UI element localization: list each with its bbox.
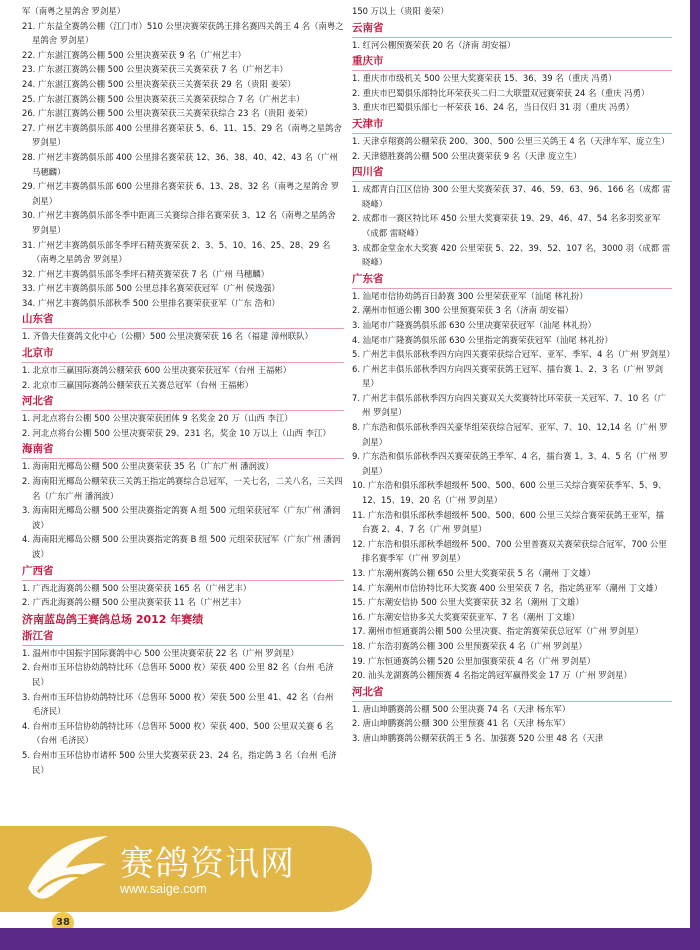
list-item: 20. 汕头龙湖赛鸽公棚预赛 4 名指定鸽冠军赢得奖金 17 万（广州 罗剑星） [352, 670, 632, 681]
list-item: 29. 广州艺丰赛鸽俱乐部 600 公里排名赛荣获 6、13、28、32 名（南粤之星鸽舍 罗剑星） [22, 181, 340, 206]
list-item: 3. 台州市玉环信协幼鸽特比环（总售环 5000 枚）荣获 500 公里 41、42 名（台州 毛济民） [22, 691, 334, 717]
list-item: 33. 广州艺丰赛鸽俱乐部 500 公里总排名赛荣获冠军（广州 侯逸强） [22, 283, 280, 294]
list-item: 2. 河北点将台公棚 500 公里决赛荣获 29、231 名，奖金 10 万以上（山西 李江） [22, 427, 331, 438]
list-item: 2. 潮州市恒通公棚 300 公里预赛荣获 3 名（济南 胡安福） [352, 305, 574, 316]
region-heading-chongqing: 重庆市 [352, 55, 384, 68]
list-item: 32. 广州艺丰赛鸽俱乐部冬季坪石精英赛荣获 7 名（广州 马穗麟） [22, 268, 270, 279]
list-item: 1. 河北点将台公棚 500 公里决赛荣获团体 9 名奖金 20 万（山西 李江） [22, 413, 293, 424]
list-item: 30. 广州艺丰赛鸽俱乐部冬季中距离三关赛综合排名赛荣获 3、12 名（南粤之星鸽舍 罗剑星） [22, 210, 336, 235]
list-item: 13. 广东潮州赛鸽公棚 650 公里大奖赛荣获 5 名（潮州 丁文雄） [352, 568, 596, 578]
logo-url: www.saige.com [120, 882, 207, 896]
list-item: 2. 成都市一赛区特比环 450 公里大奖赛荣获 19、29、46、47、54 名多羽奖亚军（成都 雷晓峰） [352, 213, 661, 238]
list-item: 23. 广东湛江赛鸽公棚 500 公里决赛荣获三关赛荣获 7 名（广州艺丰） [22, 64, 288, 75]
list-item: 2. 海南阳光椰岛公棚荣获三关鸽王指定鸽赛综合总冠军，一关七名，二关八名，三关四名（广东广州 潘润波） [22, 476, 343, 501]
list-item: 1. 齐鲁夫佳赛鸽文化中心（公棚）500 公里决赛荣获 16 名（福建 漳州联队） [22, 331, 313, 342]
list-item: 11. 广东浩和俱乐部秋季超级杯 500、500、600 公里三关综合赛荣获鸽王亚军，擂台赛 2、4、7 名（广州 罗剑星） [352, 509, 665, 535]
region-heading-guangxi: 广西省 [22, 564, 54, 577]
section-title: 济南蓝岛鸽王赛鸽总场 2012 年赛绩 [22, 612, 204, 626]
list-item: 27. 广州艺丰赛鸽俱乐部 400 公里排名赛荣获 5、6、11、15、29 名（南粤之星鸽舍 罗剑星） [22, 122, 342, 148]
list-item: 8. 广东浩和俱乐部秋季四关豪华组荣获综合冠军、亚军、7、10、12,14 名（广州 罗剑星） [352, 422, 668, 447]
list-item: 18. 广东浩羽赛鸽公棚 300 公里预赛荣获 4 名（广州 罗剑星） [352, 640, 587, 651]
region-heading-hebei: 河北省 [22, 395, 54, 408]
list-item: 2. 台州市玉环信协幼鸽特比环（总售环 5000 枚）荣获 400 公里 82 名（台州 毛济民） [22, 662, 334, 687]
list-item: 34. 广州艺丰赛鸽俱乐部秋季 500 公里排名赛荣获亚军（广东 浩和） [22, 297, 280, 308]
list-item: 22. 广东湛江赛鸽公棚 500 公里决赛荣获 9 名（广州艺丰） [22, 49, 246, 60]
list-item: 2. 唐山坤鹏赛鸽公棚 300 公里预赛 41 名（天津 杨东军） [352, 718, 571, 729]
list-item: 26. 广东湛江赛鸽公棚 500 公里决赛荣获三关赛荣获综合 23 名（贵阳 姜荣） [22, 108, 313, 119]
list-item: 21. 广东益全赛鸽公棚（江门市）510 公里决赛荣获鸽王排名赛四关鸽王 4 名（南粤之星鸽舍 罗剑星） [22, 20, 344, 46]
list-item: 1. 海南阳光椰岛公棚 500 公里决赛荣获 35 名（广东广州 潘润波） [22, 461, 274, 472]
list-item: 1. 天津卓翔赛鸽公棚荣获 200、300、500 公里三关鸽王 4 名（天津车军、庞立生） [352, 135, 670, 146]
list-item: 1. 广西北海赛鸽公棚 500 公里决赛荣获 165 名（广州艺丰） [22, 582, 252, 593]
list-item: 军（南粤之星鸽舍 罗剑星） [22, 6, 126, 16]
list-item: 3. 重庆市巴蜀俱乐部七一杯荣获 16、24 名，当日仅归 31 羽（重庆 冯勇） [352, 102, 635, 113]
logo-text: 赛鸽资讯网 [120, 844, 295, 884]
list-item: 3. 汕尾市广隆赛鸽俱乐部 630 公里决赛荣获冠军（汕尾 林礼扮） [352, 319, 596, 330]
list-item: 5. 台州市玉环信协市诸杯 500 公里大奖赛荣获 23、24 名，指定鸽 3 名（台州 毛济民） [22, 749, 337, 775]
list-item: 4. 海南阳光椰岛公棚 500 公里决赛指定鸽赛 B 组 500 元组荣获冠军（广东广州 潘润波） [22, 534, 341, 559]
list-item: 24. 广东湛江赛鸽公棚 500 公里决赛荣获三关赛荣获 29 名（贵阳 姜荣） [22, 78, 296, 89]
region-heading-beijing: 北京市 [22, 347, 54, 360]
list-item: 1. 汕尾市信协幼鸽百日龄赛 300 公里荣获亚军（汕尾 林礼扮） [352, 290, 588, 301]
pigeon-logo-icon [18, 828, 114, 908]
list-item: 2. 重庆市巴蜀俱乐部特比环荣获买二归二大联盟双冠赛荣获 24 名（重庆 冯勇） [352, 87, 650, 98]
list-item: 6. 广州艺丰俱乐部秋季四方向四关赛荣获鸽王冠军、擂台赛 1、2、3 名（广州 罗剑星） [352, 363, 663, 389]
list-item: 3. 成都金堂金水大奖赛 420 公里荣获 5、22、39、52、107 名，3000 羽（成都 雷晓峰） [352, 242, 671, 268]
list-item: 19. 广东恒通赛鸽公棚 520 公里加强赛荣获 4 名（广州 罗剑星） [352, 655, 596, 666]
list-item: 28. 广州艺丰赛鸽俱乐部 400 公里排名赛荣获 12、36、38、40、42、43 名（广州 马穗麟） [22, 151, 338, 177]
left-column [22, 4, 344, 777]
list-item: 150 万以上（贵阳 姜荣） [352, 6, 449, 16]
region-heading-sichuan: 四川省 [352, 166, 384, 179]
page-border-bottom [0, 928, 700, 950]
list-item: 25. 广东湛江赛鸽公棚 500 公里决赛荣获三关赛荣获综合 7 名（广州艺丰） [22, 93, 305, 104]
list-item: 2. 北京市三赢国际赛鸽公棚荣获五关赛总冠军（台州 王福彬） [22, 379, 254, 390]
list-item: 1. 红河公棚预赛荣获 20 名（济南 胡安福） [352, 39, 516, 50]
list-item: 17. 潮州市恒通赛鸽公棚 500 公里决赛、指定鸽赛荣获总冠军（广州 罗剑星） [352, 626, 644, 637]
list-item: 5. 广州艺丰俱乐部秋季四方向四关赛荣获综合冠军、亚军、季军、4 名（广州 罗剑星） [352, 349, 675, 360]
region-heading-tianjin: 天津市 [352, 117, 384, 130]
page-border-right [690, 0, 700, 950]
list-item: 4. 汕尾市广隆赛鸽俱乐部 630 公里指定鸽赛荣获冠军（汕尾 林礼扮） [352, 334, 613, 345]
list-item: 7. 广州艺丰俱乐部秋季四方向四关赛双关大奖赛特比环荣获一关冠军、7、10 名（广州 罗剑星） [352, 392, 667, 418]
list-item: 1. 北京市三赢国际赛鸽公棚荣获 600 公里决赛荣获冠军（台州 王福彬） [22, 365, 292, 376]
list-item: 1. 重庆市市级机关 500 公里大奖赛荣获 15、36、39 名（重庆 冯勇） [352, 73, 617, 84]
region-heading-hebei-2: 河北省 [352, 685, 384, 698]
list-item: 4. 台州市玉环信协幼鸽特比环（总售环 5000 枚）荣获 400、500 公里双关赛 6 名（台州 毛济民） [22, 720, 334, 746]
region-heading-guangdong: 广东省 [352, 272, 384, 285]
right-column [352, 4, 675, 746]
list-item: 2. 天津德胜赛鸽公棚 500 公里决赛荣获 9 名（天津 庞立生） [352, 150, 582, 161]
region-heading-yunnan: 云南省 [352, 21, 384, 34]
list-item: 1. 唐山坤鹏赛鸽公棚 500 公里决赛 74 名（天津 杨东军） [352, 703, 571, 714]
list-item: 14. 广东潮州市信协特比环大奖赛 400 公里荣获 7 名，指定鸽亚军（潮州 丁文雄） [352, 582, 663, 593]
list-item: 1. 成都青白江区信协 300 公里大奖赛荣获 37、46、59、63、96、166 名（成都 雷晓峰） [352, 184, 671, 209]
list-item: 1. 温州市中国振宇国际赛鸽中心 500 公里决赛荣获 22 名（广州 罗剑星） [22, 647, 299, 658]
page-number: 38 [52, 912, 74, 934]
list-item: 2. 广西北海赛鸽公棚 500 公里决赛荣获 11 名（广州艺丰） [22, 597, 246, 608]
list-item: 15. 广东潮安信协 500 公里大奖赛荣获 32 名（潮州 丁文雄） [352, 597, 584, 608]
region-heading-zhejiang: 浙江省 [22, 629, 54, 642]
list-item: 9. 广东浩和俱乐部秋季四关赛荣获鸽王季军、4 名，擂台赛 1、3、4、5 名（广州 罗剑星） [352, 451, 668, 476]
list-item: 31. 广州艺丰赛鸽俱乐部冬季坪石精英赛荣获 2、3、5、10、16、25、28、29 名（南粤之星鸽舍 罗剑星） [22, 239, 331, 265]
list-item: 10. 广东浩和俱乐部秋季超级杯 500、500、600 公里三关综合赛荣获季军、5、9、12、15、19、20 名（广州 罗剑星） [352, 480, 667, 506]
list-item: 3. 海南阳光椰岛公棚 500 公里决赛指定鸽赛 A 组 500 元组荣获冠军（广东广州 潘润波） [22, 505, 341, 530]
list-item: 3. 唐山坤鹏赛鸽公棚荣获鸽王 5 名、加强赛 520 公里 48 名（天津 [352, 732, 604, 743]
region-heading-hainan: 海南省 [22, 443, 54, 456]
region-heading-shandong: 山东省 [22, 313, 54, 326]
list-item: 16. 广东潮安信协多关大奖赛荣获亚军、7 名（潮州 丁文雄） [352, 611, 580, 622]
list-item: 12. 广东浩和俱乐部秋季超级杯 500、700 公里普赛双关赛荣获综合冠军，700 公里排名赛季军（广州 罗剑星） [352, 538, 667, 564]
